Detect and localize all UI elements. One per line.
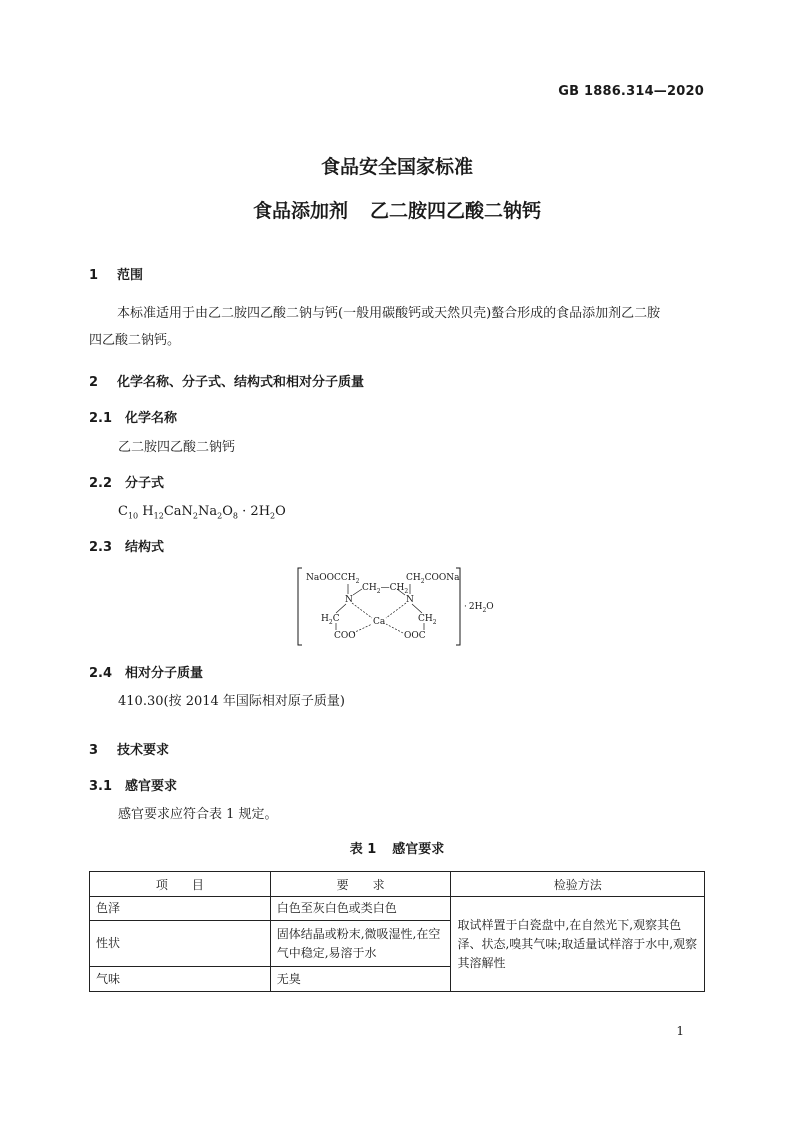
header-method: 检验方法 — [451, 872, 705, 897]
coordination-n-right-ca — [386, 603, 406, 618]
table-1-caption: 表 1 感官要求 — [349, 842, 445, 857]
bond-n-right-down — [412, 604, 422, 613]
header-requirement: 要 求 — [270, 872, 451, 897]
cell-requirement: 无臭 — [270, 967, 451, 992]
ethylene-bridge: $CH_2—CH_2$ — [362, 583, 409, 595]
sodium-carboxymethyl-right: $CH_2COONa$ — [406, 573, 460, 585]
page-number: 1 — [676, 1024, 684, 1038]
scope-line-1: 本标准适用于由乙二胺四乙酸二钠与钙(一般用碳酸钙或天然贝壳)螯合形成的食品添加剂乙二胺 — [117, 306, 661, 321]
methylene-left: $H_2C$ — [321, 614, 340, 626]
coordination-o-right-ca — [386, 624, 403, 633]
section-2-3-heading: 2.3 结构式 — [89, 540, 165, 555]
section-2-4-heading: 2.4 相对分子质量 — [89, 666, 204, 681]
cell-item: 色泽 — [90, 897, 271, 921]
sodium-carboxymethyl-left: NaOOCCH$_2$ — [306, 573, 360, 585]
methylene-right: $CH_2$ — [418, 614, 437, 626]
carboxylate-right: OOC — [404, 631, 426, 641]
cell-requirement: 固体结晶或粉末,微吸湿性,在空气中稳定,易溶于水 — [270, 921, 451, 967]
section-3-1-heading: 3.1 感官要求 — [89, 779, 178, 794]
coordination-n-left-ca — [352, 603, 372, 618]
carboxylate-left: COO — [334, 631, 356, 641]
table-row — [90, 897, 705, 921]
bond-n-left-down — [336, 604, 346, 613]
cell-item: 性状 — [90, 921, 271, 967]
structural-formula-diagram — [296, 565, 508, 647]
scope-line-2: 四乙酸二钠钙。 — [89, 333, 181, 348]
section-1-heading: 1 范围 — [89, 268, 144, 283]
section-2-1-heading: 2.1 化学名称 — [89, 411, 178, 426]
chemical-name: 乙二胺四乙酸二钠钙 — [118, 440, 236, 455]
sensory-requirement-text: 感官要求应符合表 1 规定。 — [118, 807, 278, 822]
sensory-requirements-table — [89, 871, 705, 992]
cell-item: 气味 — [90, 967, 271, 992]
nitrogen-left: N — [345, 595, 353, 605]
bond-n-left-bridge — [353, 589, 362, 595]
cell-method: 取试样置于白瓷盘中,在自然光下,观察其色泽、状态,嗅其气味;取适量试样溶于水中,观察其溶解性 — [451, 897, 705, 992]
section-2-heading: 2 化学名称、分子式、结构式和相对分子质量 — [89, 375, 365, 390]
section-3-heading: 3 技术要求 — [89, 743, 170, 758]
subtitle-substance: 乙二胺四乙酸二钠钙 — [370, 200, 542, 222]
section-2-2-heading: 2.2 分子式 — [89, 476, 165, 491]
left-bracket — [298, 568, 302, 645]
document-title: 食品安全国家标准 — [320, 156, 473, 178]
table-header-row — [90, 872, 705, 897]
hydrate-water: · $2H_2O$ — [464, 602, 494, 614]
cell-requirement: 白色至灰白色或类白色 — [270, 897, 451, 921]
calcium-atom: Ca — [373, 617, 386, 627]
coordination-o-left-ca — [353, 624, 372, 633]
molecular-mass: 410.30(按 2014 年国际相对原子质量) — [118, 694, 345, 709]
nitrogen-right: N — [406, 595, 414, 605]
document-subtitle — [0, 196, 794, 223]
scope-paragraph — [89, 300, 707, 354]
subtitle-category: 食品添加剂 — [252, 200, 348, 222]
molecular-formula: $C_{10}$ $H_{12}CaN_2Na_2O_8 \cdot 2H_2O$ — [118, 504, 286, 521]
header-item: 项 目 — [90, 872, 271, 897]
standard-code: GB 1886.314—2020 — [558, 84, 704, 99]
